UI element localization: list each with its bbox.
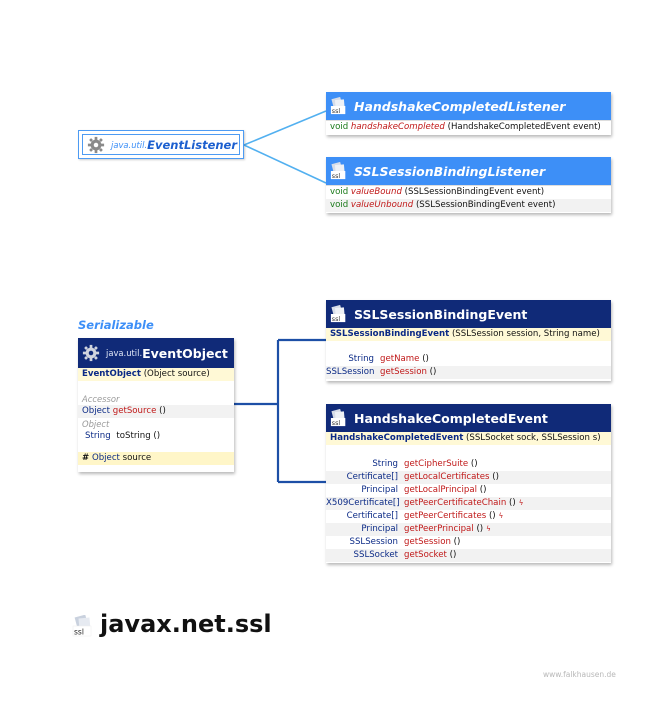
eventobject-card[interactable] [78, 338, 234, 472]
handshake-listener-method[interactable]: void handshakeCompleted (HandshakeCompletedEvent event) [326, 120, 611, 134]
binding-event-header [326, 300, 611, 328]
object-section-label: Object [82, 419, 110, 429]
serializable-label: Serializable [78, 318, 154, 332]
connector-eventlistener-bindinglistener [244, 145, 326, 183]
handshake-event-header [326, 404, 611, 432]
accessor-section-label: Accessor [82, 394, 120, 404]
method-row[interactable]: Principal getLocalPrincipal () [361, 485, 487, 495]
svg-text:ssl: ssl [331, 108, 341, 115]
method-row[interactable]: Principal getPeerPrincipal () ϟ [326, 523, 611, 536]
method-row[interactable]: SSLSession getSession () [349, 537, 461, 547]
ssl-package-icon [72, 615, 94, 637]
binding-event-card[interactable] [326, 300, 611, 381]
binding-listener-method[interactable]: void valueUnbound (SSLSessionBindingEvent event) [326, 199, 611, 212]
handshake-event-title: HandshakeCompletedEvent [354, 410, 548, 426]
method-row[interactable]: Certificate[] getLocalCertificates () [326, 471, 611, 484]
eventobject-field-source[interactable]: # Object source [78, 452, 234, 465]
handshake-event-constructor[interactable]: HandshakeCompletedEvent (SSLSocket sock, SSLSession s) [326, 432, 611, 445]
svg-text:ssl: ssl [331, 173, 341, 180]
ssl-icon-label: ssl [74, 627, 84, 637]
method-row[interactable]: String getCipherSuite () [372, 459, 478, 469]
eventobject-method-tostring[interactable]: String toString () [85, 431, 161, 441]
gear-icon [82, 344, 100, 362]
gear-icon [87, 136, 105, 154]
handshake-listener-title: HandshakeCompletedListener [354, 98, 566, 114]
exception-icon: ϟ [518, 499, 524, 507]
eventlistener-node[interactable] [78, 130, 244, 159]
ssl-package-icon [330, 409, 348, 427]
ssl-package-icon [330, 162, 348, 180]
package-title: javax.net.ssl [100, 610, 272, 638]
binding-listener-card[interactable] [326, 157, 611, 213]
binding-event-method-getsession[interactable]: SSLSession getSession () [326, 366, 611, 379]
binding-event-title: SSLSessionBindingEvent [354, 306, 528, 322]
svg-text:ssl: ssl [331, 316, 341, 323]
binding-listener-header [326, 157, 611, 185]
eventobject-constructor[interactable]: EventObject (Object source) [78, 368, 234, 381]
binding-event-method-getname[interactable]: String getName () [348, 354, 429, 364]
handshake-event-method-list [326, 458, 611, 562]
eventobject-method-getsource[interactable]: Object getSource () [78, 405, 234, 418]
exception-icon: ϟ [498, 512, 504, 520]
method-row[interactable]: Certificate[] getPeerCertificates () ϟ [346, 511, 504, 521]
ssl-package-icon [330, 97, 348, 115]
svg-text:ssl: ssl [331, 420, 341, 427]
ssl-package-icon [330, 305, 348, 323]
binding-event-constructor[interactable]: SSLSessionBindingEvent (SSLSession session, String name) [326, 328, 611, 341]
eventobject-header [78, 338, 234, 368]
eventobject-title: EventObject [142, 345, 228, 361]
connector-eventlistener-handshakelistener [244, 111, 326, 145]
handshake-listener-card[interactable] [326, 92, 611, 135]
method-row[interactable]: SSLSocket getSocket () [326, 549, 611, 562]
binding-listener-method[interactable]: void valueBound (SSLSessionBindingEvent event) [326, 185, 611, 199]
exception-icon: ϟ [486, 525, 491, 533]
method-row[interactable]: X509Certificate[] getPeerCertificateChain () ϟ [326, 497, 611, 510]
eventobject-pkg: java.util. [106, 348, 143, 358]
handshake-event-card[interactable] [326, 404, 611, 563]
handshake-listener-header [326, 92, 611, 120]
eventlistener-name: EventListener [147, 137, 238, 152]
credit-text: www.falkhausen.de [543, 670, 616, 679]
eventlistener-pkg: java.util. [111, 139, 148, 150]
binding-listener-title: SSLSessionBindingListener [354, 163, 546, 179]
